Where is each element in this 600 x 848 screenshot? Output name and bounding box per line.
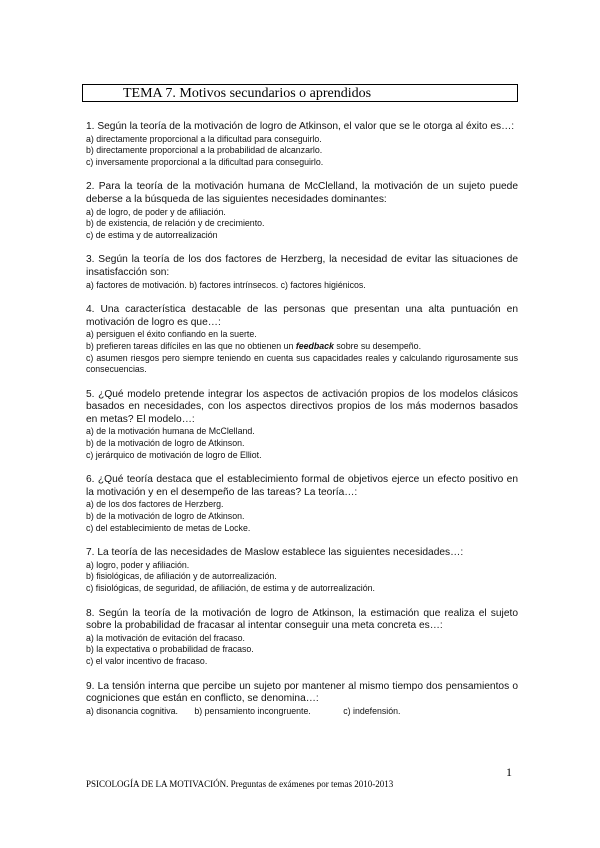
question-1 <box>86 121 518 168</box>
option-b-text: b) prefieren tareas difíciles en las que no obtienen un <box>86 340 294 351</box>
option-c: c) indefensión. <box>343 705 401 716</box>
question-stem: 6. ¿Qué teoría destaca que el establecimiento formal de objetivos ejerce un efecto positivo en la motivación y en el desempeño de las tareas? La teoría…: <box>86 474 518 498</box>
question-stem: 5. ¿Qué modelo pretende integrar los aspectos de activación propios de los modelos clásicos basados en necesidades, con los aspectos directivos propios de los más modernos basados en metas? El modelo…: <box>86 388 518 425</box>
option-b <box>86 341 518 353</box>
question-stem: 1. Según la teoría de la motivación de logro de Atkinson, el valor que se le otorga al éxito es…: <box>86 121 515 132</box>
inline-options <box>86 280 518 292</box>
option-a: a) de logro, de poder y de afiliación. <box>86 206 226 217</box>
page-footer: PSICOLOGÍA DE LA MOTIVACIÓN. Preguntas de exámenes por temas 2010-2013 <box>86 779 394 789</box>
question-stem: 2. Para la teoría de la motivación humana de McClelland, la motivación de un sujeto puede deberse a la búsqueda de las siguientes necesidades dominantes: <box>86 181 518 205</box>
option-b-emphasis: feedback <box>295 340 334 351</box>
option-b: b) fisiológicas, de afiliación y de autorrealización. <box>86 571 277 582</box>
option-c: c) factores higiénicos. <box>280 279 366 290</box>
question-stem: 7. La teoría de las necesidades de Maslow establece las siguientes necesidades…: <box>86 547 464 559</box>
option-b-tail: sobre su desempeño. <box>336 340 422 351</box>
question-stem: 4. Una característica destacable de las personas que presentan una alta puntuación en motivación de logro es que…: <box>86 304 518 328</box>
option-a: a) disonancia cognitiva. <box>86 705 178 716</box>
question-9 <box>86 681 518 718</box>
option-c: c) asumen riesgos pero siempre teniendo en cuenta sus capacidades reales y calculando rigurosamente sus consecuencias. <box>86 352 518 375</box>
question-stem: 9. La tensión interna que percibe un sujeto por mantener al mismo tiempo dos pensamientos o cogniciones que están en conflicto, se denomina…: <box>86 680 518 705</box>
question-4 <box>86 304 518 376</box>
option-b: b) factores intrínsecos. <box>189 279 279 290</box>
option-a: a) de los dos factores de Herzberg. <box>86 499 224 510</box>
option-c: c) de estima y de autorrealización <box>86 229 218 240</box>
option-b: b) de la motivación de logro de Atkinson. <box>86 511 245 522</box>
page-number: 1 <box>506 765 512 779</box>
option-b: b) pensamiento incongruente. <box>194 705 311 716</box>
question-8 <box>86 608 518 668</box>
question-2 <box>86 181 518 241</box>
option-a: a) factores de motivación. <box>86 279 187 290</box>
page-title: TEMA 7. Motivos secundarios o aprendidos <box>123 86 372 101</box>
question-3 <box>86 254 518 291</box>
option-b: b) de existencia, de relación y de crecimiento. <box>86 218 265 229</box>
option-c: c) fisiológicas, de seguridad, de afiliación, de estima y de autorrealización. <box>86 583 375 593</box>
question-6 <box>86 474 518 534</box>
option-a: a) directamente proporcional a la dificultad para conseguirlo. <box>86 133 322 144</box>
question-5 <box>86 389 518 462</box>
option-c: c) del establecimiento de metas de Locke. <box>86 522 251 533</box>
question-7 <box>86 547 518 594</box>
option-a: a) persiguen el éxito confiando en la suerte. <box>86 329 257 340</box>
option-b: b) de la motivación de logro de Atkinson. <box>86 438 245 449</box>
option-a: a) logro, poder y afiliación. <box>86 559 190 570</box>
option-a: a) la motivación de evitación del fracaso. <box>86 632 245 643</box>
option-b: b) la expectativa o probabilidad de fracaso. <box>86 644 254 655</box>
question-list <box>86 121 518 730</box>
option-b: b) directamente proporcional a la probabilidad de alcanzarlo. <box>86 145 323 156</box>
inline-options <box>86 706 518 718</box>
option-c: c) inversamente proporcional a la dificultad para conseguirlo. <box>86 156 324 167</box>
option-c: c) jerárquico de motivación de logro de Elliot. <box>86 449 262 460</box>
question-stem: 8. Según la teoría de la motivación de logro de Atkinson, la estimación que realiza el sujeto sobre la probabilidad de fracasar al intentar conseguir una meta concreta es…: <box>86 607 518 632</box>
title-box <box>82 84 518 102</box>
question-stem: 3. Según la teoría de los dos factores de Herzberg, la necesidad de evitar las situaciones de insatisfacción son: <box>86 254 518 278</box>
option-a: a) de la motivación humana de McClelland. <box>86 426 255 437</box>
option-c: c) el valor incentivo de fracaso. <box>86 655 208 666</box>
